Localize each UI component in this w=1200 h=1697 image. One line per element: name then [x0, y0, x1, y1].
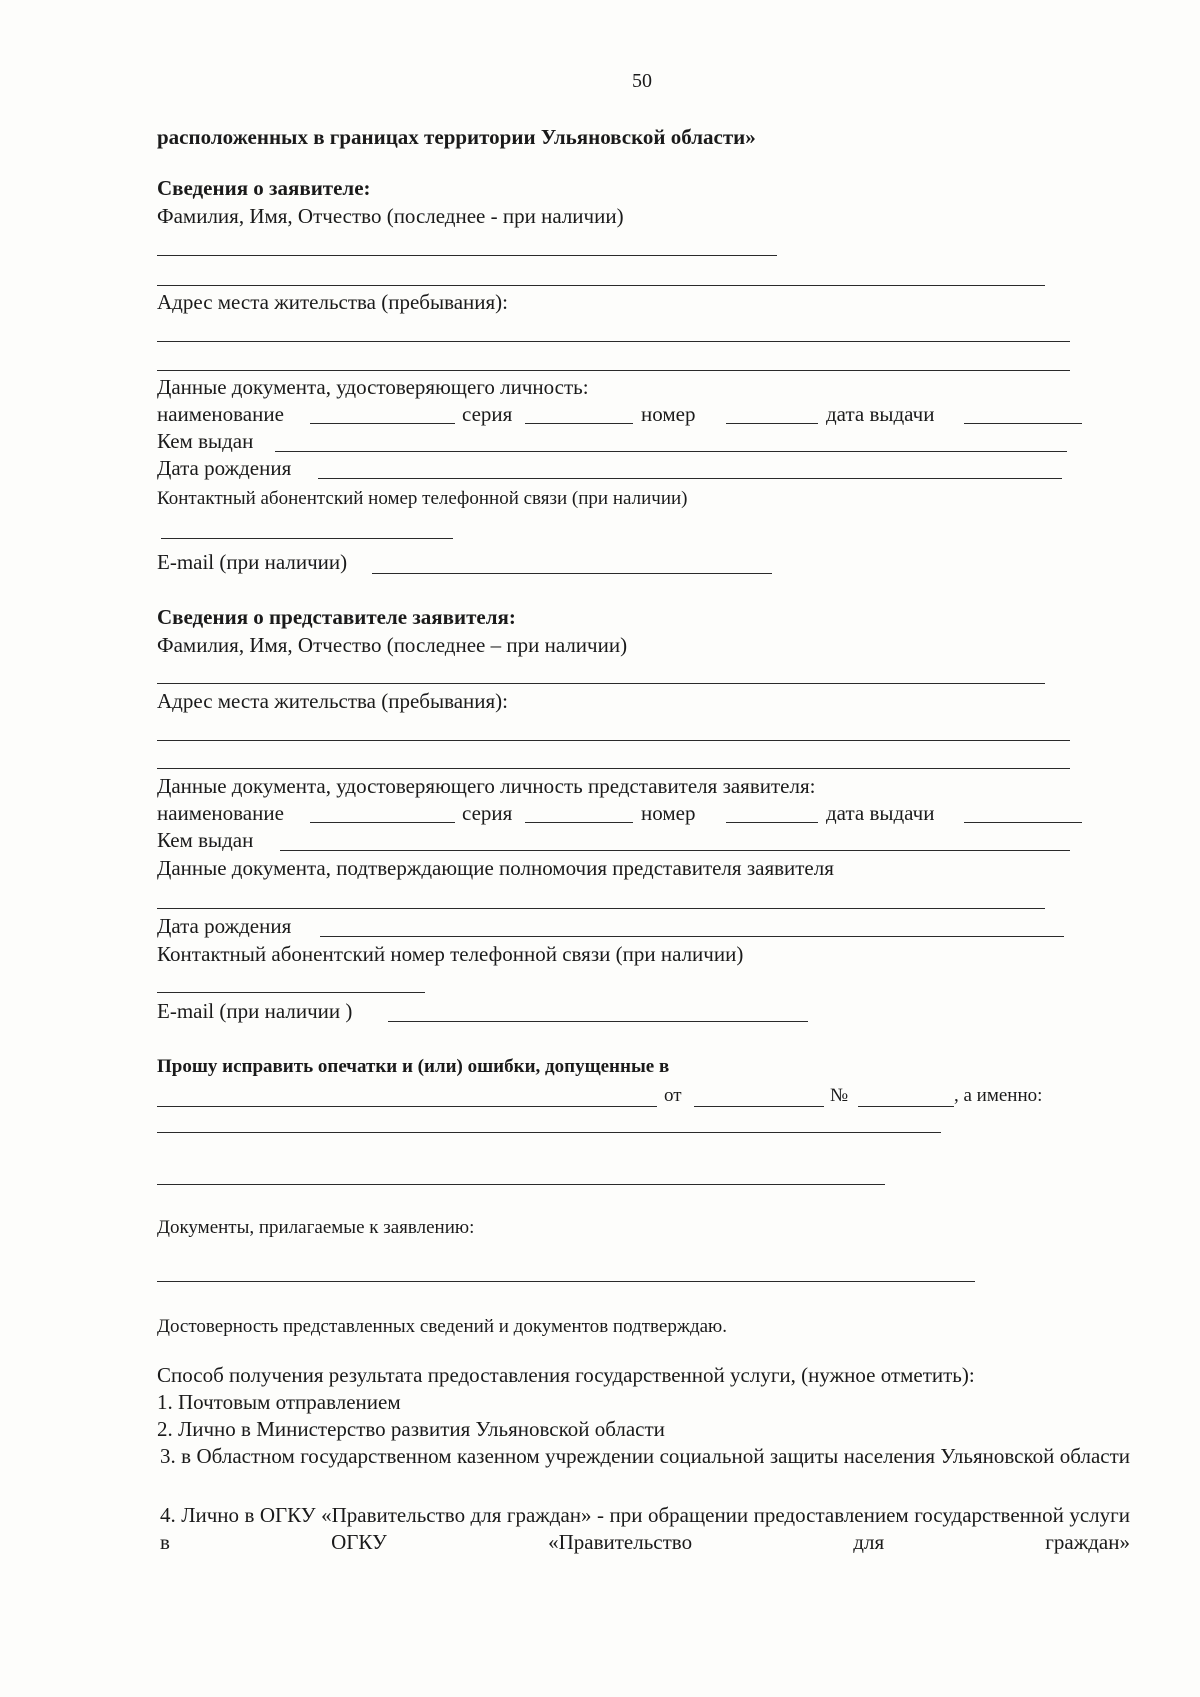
representative-id-name-line[interactable]: [310, 822, 455, 823]
applicant-fio-line-1[interactable]: [157, 255, 777, 256]
applicant-phone-label: Контактный абонентский номер телефонной связи (при наличии): [157, 488, 688, 509]
correction-namely-label: , а именно:: [954, 1085, 1043, 1106]
representative-fio-line[interactable]: [157, 683, 1045, 684]
representative-email-label: E-mail (при наличии ): [157, 999, 353, 1023]
representative-issued-by-line[interactable]: [280, 850, 1070, 851]
applicant-id-name-label: наименование: [157, 402, 284, 426]
applicant-id-number-line[interactable]: [726, 423, 818, 424]
applicant-id-series-line[interactable]: [525, 423, 633, 424]
applicant-id-number-label: номер: [641, 402, 696, 426]
applicant-id-doc-label: Данные документа, удостоверяющего личность:: [157, 375, 589, 399]
attachments-label: Документы, прилагаемые к заявлению:: [157, 1217, 475, 1238]
representative-id-issue-date-label: дата выдачи: [826, 801, 935, 825]
applicant-fio-label: Фамилия, Имя, Отчество (последнее - при наличии): [157, 204, 624, 228]
representative-id-issue-date-line[interactable]: [964, 822, 1082, 823]
applicant-birth-date-line[interactable]: [318, 478, 1062, 479]
representative-authority-doc-line[interactable]: [157, 908, 1045, 909]
confirmation-text: Достоверность представленных сведений и документов подтверждаю.: [157, 1316, 727, 1337]
representative-email-line[interactable]: [388, 1021, 808, 1022]
page-number: 50: [632, 70, 652, 92]
applicant-id-series-label: серия: [462, 402, 513, 426]
applicant-section-title: Сведения о заявителе:: [157, 176, 371, 200]
correction-details-line-1[interactable]: [157, 1132, 941, 1133]
representative-address-label: Адрес места жительства (пребывания):: [157, 689, 509, 713]
applicant-birth-date-label: Дата рождения: [157, 456, 292, 480]
representative-phone-line[interactable]: [157, 992, 425, 993]
correction-details-line-2[interactable]: [157, 1184, 885, 1185]
representative-id-series-label: серия: [462, 801, 513, 825]
correction-number-sign: №: [830, 1085, 849, 1106]
representative-id-number-label: номер: [641, 801, 696, 825]
representative-id-number-line[interactable]: [726, 822, 818, 823]
representative-phone-label: Контактный абонентский номер телефонной связи (при наличии): [157, 942, 744, 966]
applicant-id-issue-date-label: дата выдачи: [826, 402, 935, 426]
correction-date-line[interactable]: [694, 1106, 824, 1107]
representative-address-line-2[interactable]: [157, 768, 1070, 769]
correction-number-line[interactable]: [858, 1106, 954, 1107]
delivery-option-1[interactable]: 1. Почтовым отправлением: [157, 1390, 401, 1414]
applicant-issued-by-line[interactable]: [275, 451, 1067, 452]
applicant-email-label: E-mail (при наличии): [157, 550, 348, 574]
representative-birth-date-label: Дата рождения: [157, 914, 292, 938]
applicant-fio-line-2[interactable]: [157, 285, 1045, 286]
representative-id-series-line[interactable]: [525, 822, 633, 823]
applicant-issued-by-label: Кем выдан: [157, 429, 254, 453]
applicant-email-line[interactable]: [372, 573, 772, 574]
correction-from-label: от: [664, 1085, 682, 1106]
applicant-address-label: Адрес места жительства (пребывания):: [157, 290, 509, 314]
heading-continuation: расположенных в границах территории Ульяновской области»: [157, 125, 756, 149]
attachments-line[interactable]: [157, 1281, 975, 1282]
correction-request-title: Прошу исправить опечатки и (или) ошибки, допущенные в: [157, 1056, 670, 1077]
correction-document-line[interactable]: [157, 1106, 657, 1107]
delivery-option-2[interactable]: 2. Лично в Министерство развития Ульяновской области: [157, 1417, 665, 1441]
delivery-option-4[interactable]: 4. Лично в ОГКУ «Правительство для граждан» - при обращении предоставлением государственной услуги в ОГКУ «Правительство для граждан»: [160, 1503, 1130, 1554]
applicant-address-line-2[interactable]: [157, 370, 1070, 371]
representative-address-line-1[interactable]: [157, 740, 1070, 741]
representative-birth-date-line[interactable]: [320, 936, 1064, 937]
applicant-id-name-line[interactable]: [310, 423, 455, 424]
representative-section-title: Сведения о представителе заявителя:: [157, 605, 516, 629]
applicant-id-issue-date-line[interactable]: [964, 423, 1082, 424]
representative-id-name-label: наименование: [157, 801, 284, 825]
applicant-address-line-1[interactable]: [157, 341, 1070, 342]
representative-issued-by-label: Кем выдан: [157, 828, 254, 852]
representative-authority-doc-label: Данные документа, подтверждающие полномочия представителя заявителя: [157, 856, 834, 880]
representative-fio-label: Фамилия, Имя, Отчество (последнее – при наличии): [157, 633, 628, 657]
applicant-phone-line[interactable]: [161, 538, 453, 539]
delivery-option-3[interactable]: 3. в Областном государственном казенном учреждении социальной защиты населения Ульяновской области: [160, 1444, 1130, 1468]
representative-id-doc-label: Данные документа, удостоверяющего личность представителя заявителя:: [157, 774, 816, 798]
delivery-method-title: Способ получения результата предоставления государственной услуги, (нужное отметить):: [157, 1363, 975, 1387]
